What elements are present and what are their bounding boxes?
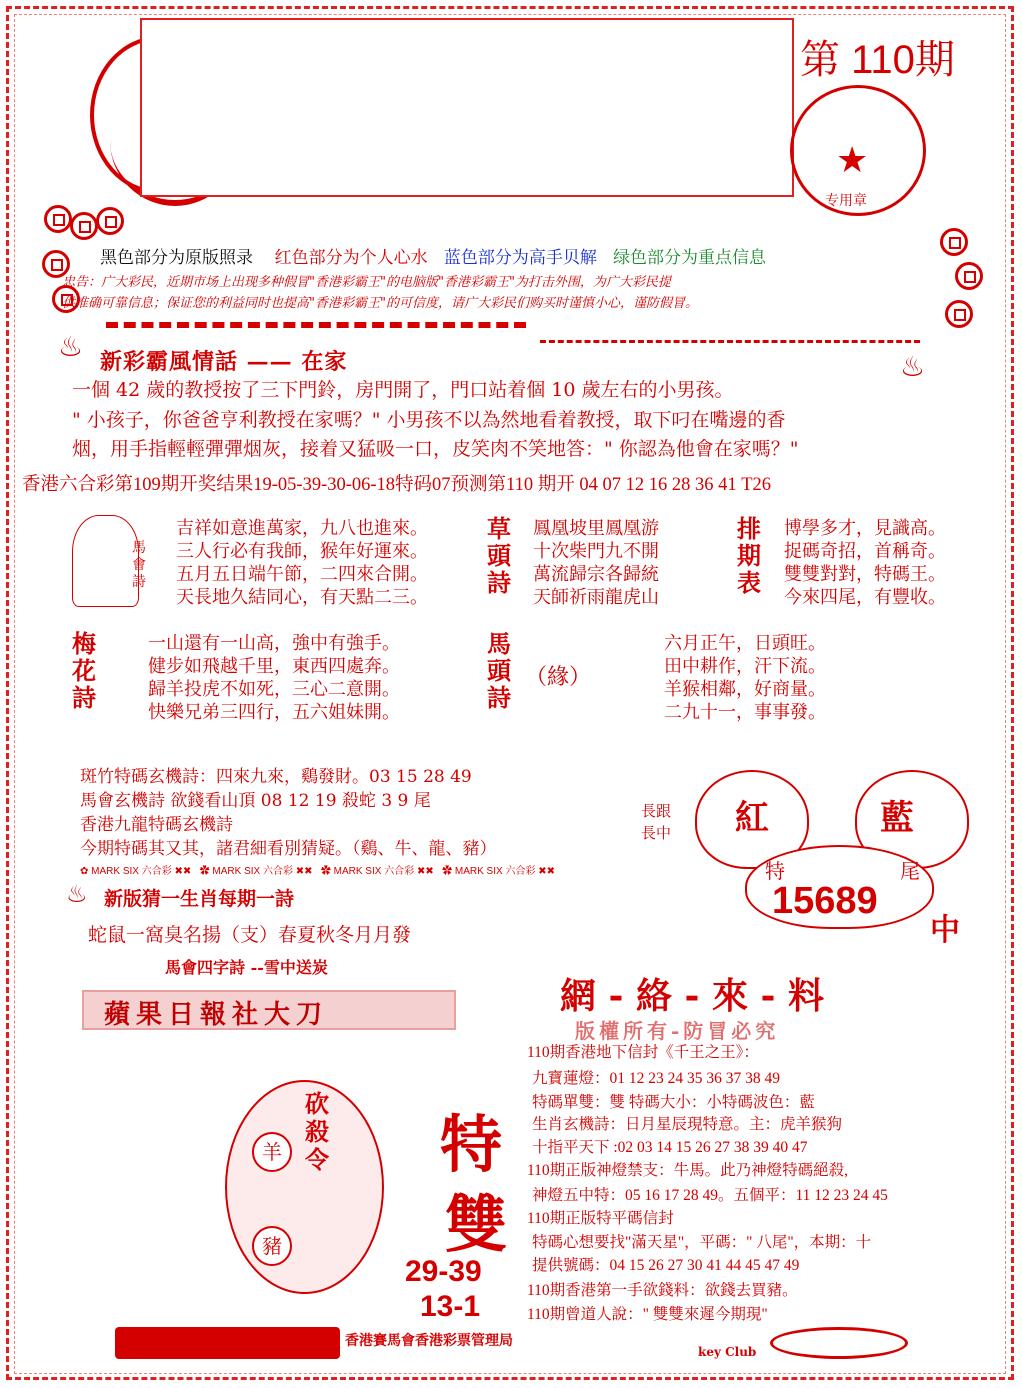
star-icon: ★ <box>836 140 869 181</box>
tip-line-1: 斑竹特碼玄機詩：四來九來，鷄發財。03 15 28 49 <box>80 767 472 787</box>
zodiac-line: 蛇鼠一窩臭名揚（支）春夏秋冬月月發 <box>88 924 412 946</box>
zodiac-title: 新版猜一生肖每期一詩 <box>104 888 295 910</box>
masked-title-box <box>140 18 794 197</box>
issue-number: 第 110期 <box>800 38 955 82</box>
heart-blue: 藍 <box>880 798 914 838</box>
result-line: 香港六合彩第109期开奖结果19-05-39-30-06-18特码07预测第110 期开 04 07 12 16 28 36 41 T26 <box>22 475 772 495</box>
egg-kan: 砍殺令 <box>305 1089 329 1174</box>
egg-zhu: 豬 <box>252 1226 292 1266</box>
story-title: 新彩霸風情話 —— 在家 <box>100 349 348 375</box>
footer-right-text: key Club <box>698 1345 757 1359</box>
notice-line-2: 供准确可靠信息；保证您的利益同时也提高"香港彩霸王"的可信度，请广大彩民们购买时谨慎小心，谨防假冒。 <box>62 296 698 311</box>
te-char: 特 <box>440 1108 503 1181</box>
story-line-1: 一個 42 歲的教授按了三下門鈴，房門開了，門口站着個 10 歲左右的小男孩。 <box>72 379 734 401</box>
hk-info-line: 110期香港地下信封《千王之王》： <box>527 1044 759 1061</box>
heart-wei: 尾 <box>900 859 920 883</box>
horse-image <box>72 515 139 607</box>
network-title: 網 - 絡 - 來 - 料 <box>560 975 825 1017</box>
flame-icon: ♨ <box>900 350 926 383</box>
hk-info-line: 特碼心想要找"滿天星"，平碼：" 八尾"，本期：十 <box>532 1234 872 1251</box>
seal-label: 专用章 <box>825 193 867 209</box>
grass-poem: 鳳凰坡里鳳凰游 十次柴門九不開 萬流歸宗各歸統 天師祈雨龍虎山 <box>533 518 659 608</box>
horse-poem-label: 馬會詩 <box>132 540 146 590</box>
flame-icon: ♨ <box>66 880 88 908</box>
marksix-label: MARK SIX 六合彩 ✖✖ <box>333 866 434 877</box>
four-word-poem: 馬會四字詩 --雪中送炭 <box>165 958 328 977</box>
marksix-label: MARK SIX 六合彩 ✖✖ <box>454 866 555 877</box>
flame-icon: ♨ <box>58 330 84 363</box>
horsehead-extra: （緣） <box>525 665 592 690</box>
coin-icon <box>940 228 968 256</box>
marksix-label: MARK SIX 六合彩 ✖✖ <box>91 866 192 877</box>
story-line-2: " 小孩子，你爸爸亨利教授在家嗎？" 小男孩不以為然地看着教授，取下叼在嘴邊的香 <box>72 409 786 431</box>
coin-icon <box>955 262 983 290</box>
footer-left-text: The H <box>300 1345 341 1359</box>
grass-poem-label: 草頭詩 <box>487 514 511 597</box>
hk-info-line: 110期香港第一手欲錢料：欲錢去買豬。 <box>527 1282 798 1299</box>
egg-nums-2: 13-1 <box>420 1290 481 1323</box>
egg-yang: 羊 <box>252 1132 292 1172</box>
hk-info-line: 十指平天下 :02 03 14 15 26 27 38 39 40 47 <box>532 1139 808 1156</box>
coin-icon <box>96 207 124 235</box>
legend-black: 黑色部分为原版照录 <box>100 248 253 268</box>
marksix-label: MARK SIX 六合彩 ✖✖ <box>212 866 313 877</box>
horsehead-poem-label: 馬頭詩 <box>487 629 511 712</box>
color-legend <box>100 243 766 268</box>
ingot-row <box>540 310 920 343</box>
marksix-strip <box>80 862 555 877</box>
tip-line-4: 今期特碼其又其，諸君細看別猜疑。（鷄、牛、龍、豬） <box>80 839 497 859</box>
plum-poem-label: 梅花詩 <box>72 629 96 712</box>
flower-icon: ✿ <box>442 866 455 877</box>
story-line-3: 烟，用手指輕輕彈彈烟灰，接着又猛吸一口，皮笑肉不笑地答：" 你認為他會在家嗎？" <box>72 438 799 460</box>
heart-number: 15689 <box>772 880 878 922</box>
coin-icon <box>70 212 98 240</box>
hk-info-line: 110期正版特平碼信封 <box>527 1210 674 1227</box>
copyright-label: 版權所有-防冒必究 <box>575 1019 780 1043</box>
flower-icon: ✿ <box>320 866 334 877</box>
footer-right-logo <box>770 1327 908 1359</box>
heart-side-2: 長中 <box>641 824 672 842</box>
dash-divider <box>106 322 526 328</box>
footer-text: 香港賽馬會香港彩票管理局 <box>345 1333 513 1349</box>
banner-text: 蘋果日報社大刀 <box>104 1000 329 1030</box>
legend-blue: 蓝色部分为高手贝解 <box>443 248 597 268</box>
banner-box <box>82 990 456 1030</box>
hk-info-line: 九寶蓮燈：01 12 23 24 35 36 37 38 49 <box>532 1070 781 1087</box>
rank-table: 博學多才，見識高。 捉碼奇招，首稱奇。 雙雙對對，特碼王。 今來四尾，有豐收。 <box>784 518 946 608</box>
hk-info-line: 生肖玄機詩：日月星辰現特意。主：虎羊猴狗 <box>532 1116 843 1133</box>
flower-icon: ✿ <box>199 866 213 877</box>
heart-te: 特 <box>765 859 785 883</box>
plum-poem: 一山還有一山高，強中有強手。 健步如飛越千里，東西四處奔。 歸羊投虎不如死，三心二意開。 快樂兄弟三四行，五六姐妹開。 <box>148 633 400 723</box>
egg-nums-1: 29-39 <box>405 1255 482 1288</box>
heart-side-1: 長跟 <box>641 802 672 820</box>
shuang-char: 雙 <box>445 1188 508 1261</box>
notice-line-1: 忠告：广大彩民，近期市场上出现多种假冒"香港彩霸王"的电脑版"香港彩霸王"为打击外围，为广大彩民提 <box>62 275 671 290</box>
right-poem: 六月正午，日頭旺。 田中耕作，汗下流。 羊猴相鄰，好商量。 二九十一，事事發。 <box>664 633 826 723</box>
coin-icon <box>44 205 72 233</box>
flower-icon: ✿ <box>80 866 92 877</box>
rank-table-label: 排期表 <box>737 514 761 597</box>
tip-line-2: 馬會玄機詩 欲錢看山頂 08 12 19 殺蛇 3 9 尾 <box>80 791 431 811</box>
tip-line-3: 香港九龍特碼玄機詩 <box>80 815 233 835</box>
heart-red: 紅 <box>735 798 769 838</box>
hk-info-line: 神燈五中特：05 16 17 28 49。五個平：11 12 23 24 45 <box>532 1187 888 1204</box>
hk-info-line: 特碼單雙：雙 特碼大小：小特碼波色：藍 <box>532 1094 815 1111</box>
hk-info-line: 110期正版神燈禁支：牛馬。此乃神燈特碼絕殺, <box>527 1162 849 1179</box>
horse-poem: 吉祥如意進萬家，九八也進來。 三人行必有我師，猴年好運來。 五月五日端午節，二四來合開。 天長地久結同心，有天點二三。 <box>176 518 428 608</box>
coin-icon <box>945 300 973 328</box>
heart-zhong: 中 <box>930 913 960 948</box>
hk-info-line: 提供號碼：04 15 26 27 30 41 44 45 47 49 <box>532 1257 800 1274</box>
legend-red: 红色部分为个人心水 <box>274 248 428 268</box>
legend-green: 绿色部分为重点信息 <box>613 248 767 268</box>
hk-info-line: 110期曾道人說：" 雙雙來遲今期現" <box>527 1306 768 1323</box>
